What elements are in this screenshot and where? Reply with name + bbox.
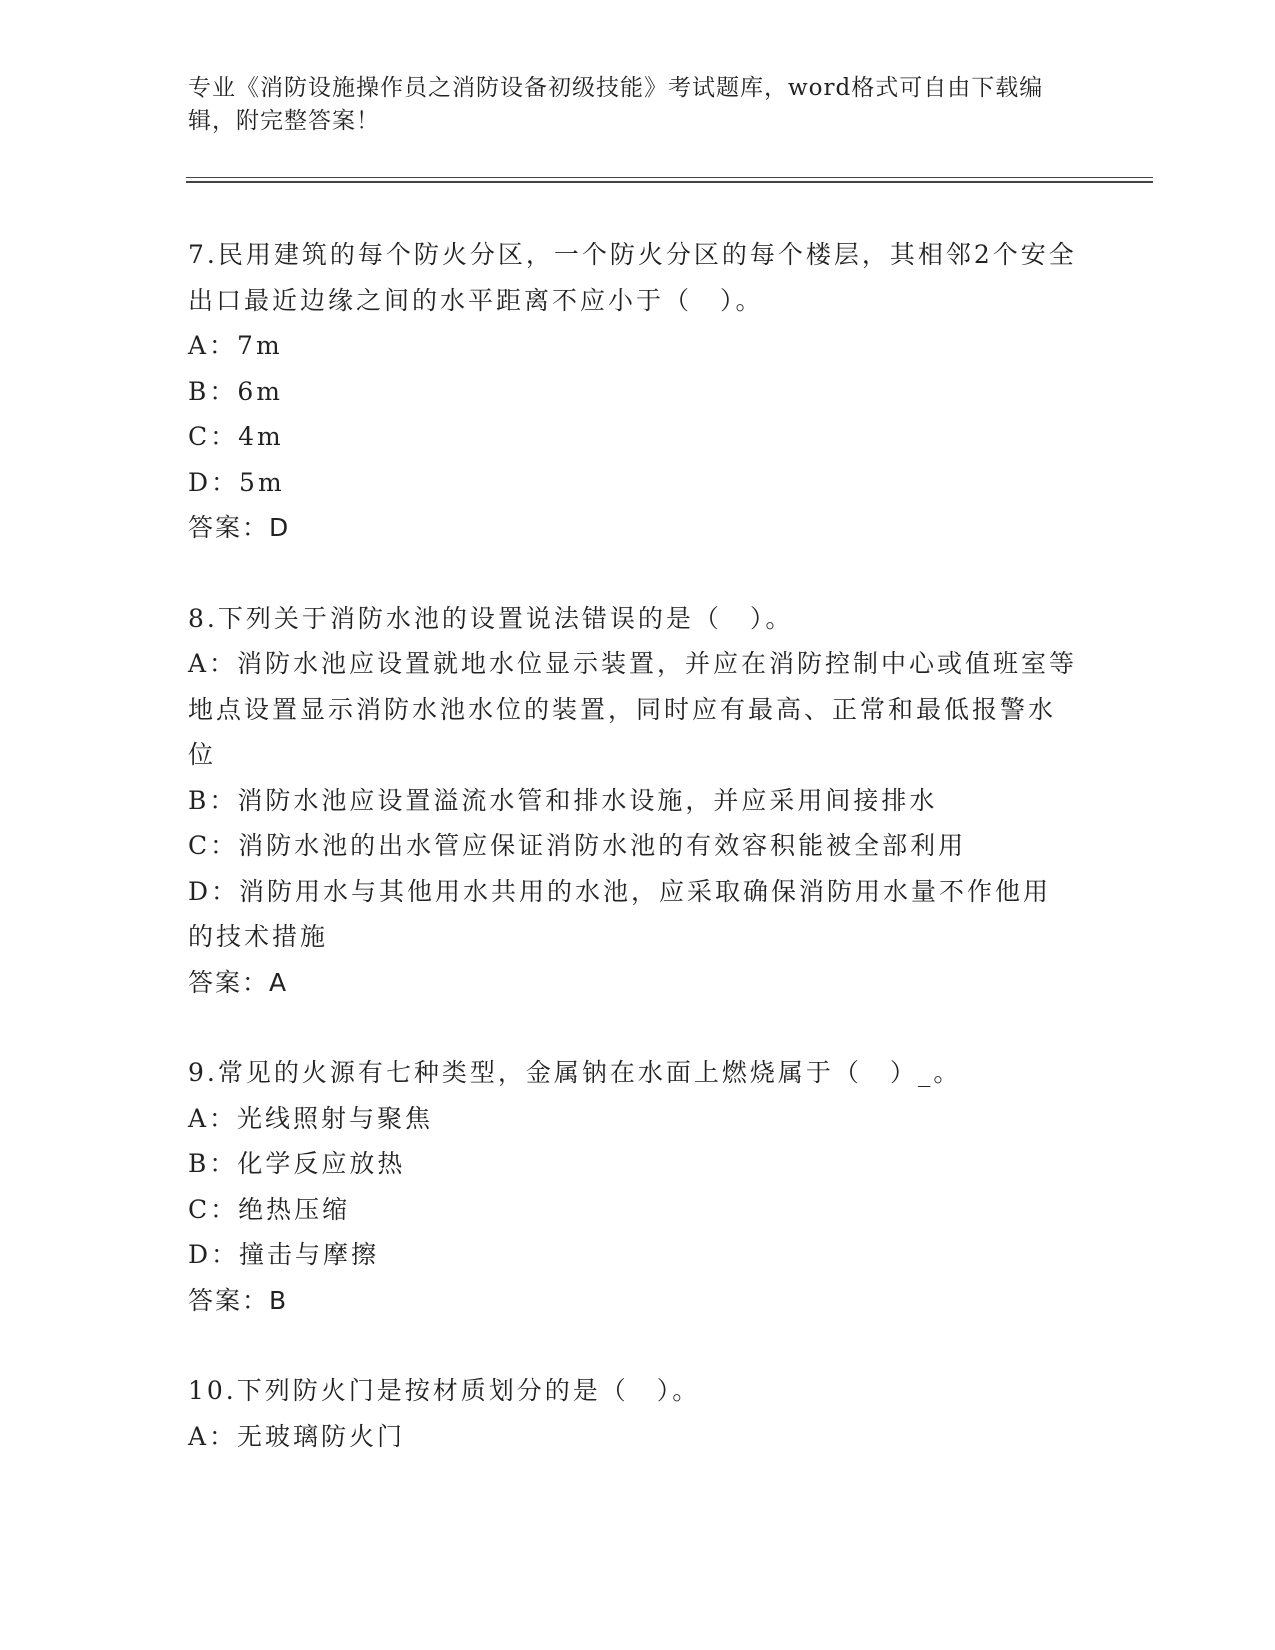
header-divider-thick [186,181,1153,183]
option-a: A：消防水池应设置就地水位显示装置，并应在消防控制中心或值班室等地点设置显示消防水池水位的装置，同时应有最高、正常和最低报警水位 [188,649,1078,769]
answer-line: 答案：D [188,513,291,542]
option-a: A：无玻璃防火门 [188,1421,406,1451]
option-a: A：光线照射与聚焦 [188,1103,434,1133]
option-b: B：6m [188,376,283,406]
question-7 [188,232,1078,551]
question-stem: 9.常见的火源有七种类型，金属钠在水面上燃烧属于（ ）_。 [188,1058,962,1087]
answer-line: 答案：B [188,1285,289,1315]
option-a: A：7m [188,331,283,360]
option-c: C：绝热压缩 [188,1194,351,1224]
question-8 [188,596,1078,1006]
question-stem: 8.下列关于消防水池的设置说法错误的是（ ）。 [188,603,794,633]
question-stem: 7.民用建筑的每个防火分区，一个防火分区的每个楼层，其相邻2个安全出口最近边缘之间的水平距离不应小于（ ）。 [188,240,1077,315]
option-d: D：消防用水与其他用水共用的水池，应采取确保消防用水量不作他用的技术措施 [188,876,1052,951]
option-c: C：4m [188,422,284,451]
header-text: 专业《消防设施操作员之消防设备初级技能》考试题库，word格式可自由下载编辑，附完整答案！ [188,75,1044,134]
question-stem: 10.下列防火门是按材质划分的是（ ）。 [188,1376,701,1405]
header-divider-thin [186,177,1153,178]
option-d: D：5m [188,467,285,497]
option-b: B：化学反应放热 [188,1149,406,1178]
question-list [188,232,1078,1459]
option-c: C：消防水池的出水管应保证消防水池的有效容积能被全部利用 [188,831,967,860]
question-9 [188,1050,1078,1323]
answer-line: 答案：A [188,967,289,997]
option-d: D：撞击与摩擦 [188,1240,380,1269]
option-b: B：消防水池应设置溢流水管和排水设施，并应采用间接排水 [188,785,938,815]
question-10 [188,1368,1078,1459]
